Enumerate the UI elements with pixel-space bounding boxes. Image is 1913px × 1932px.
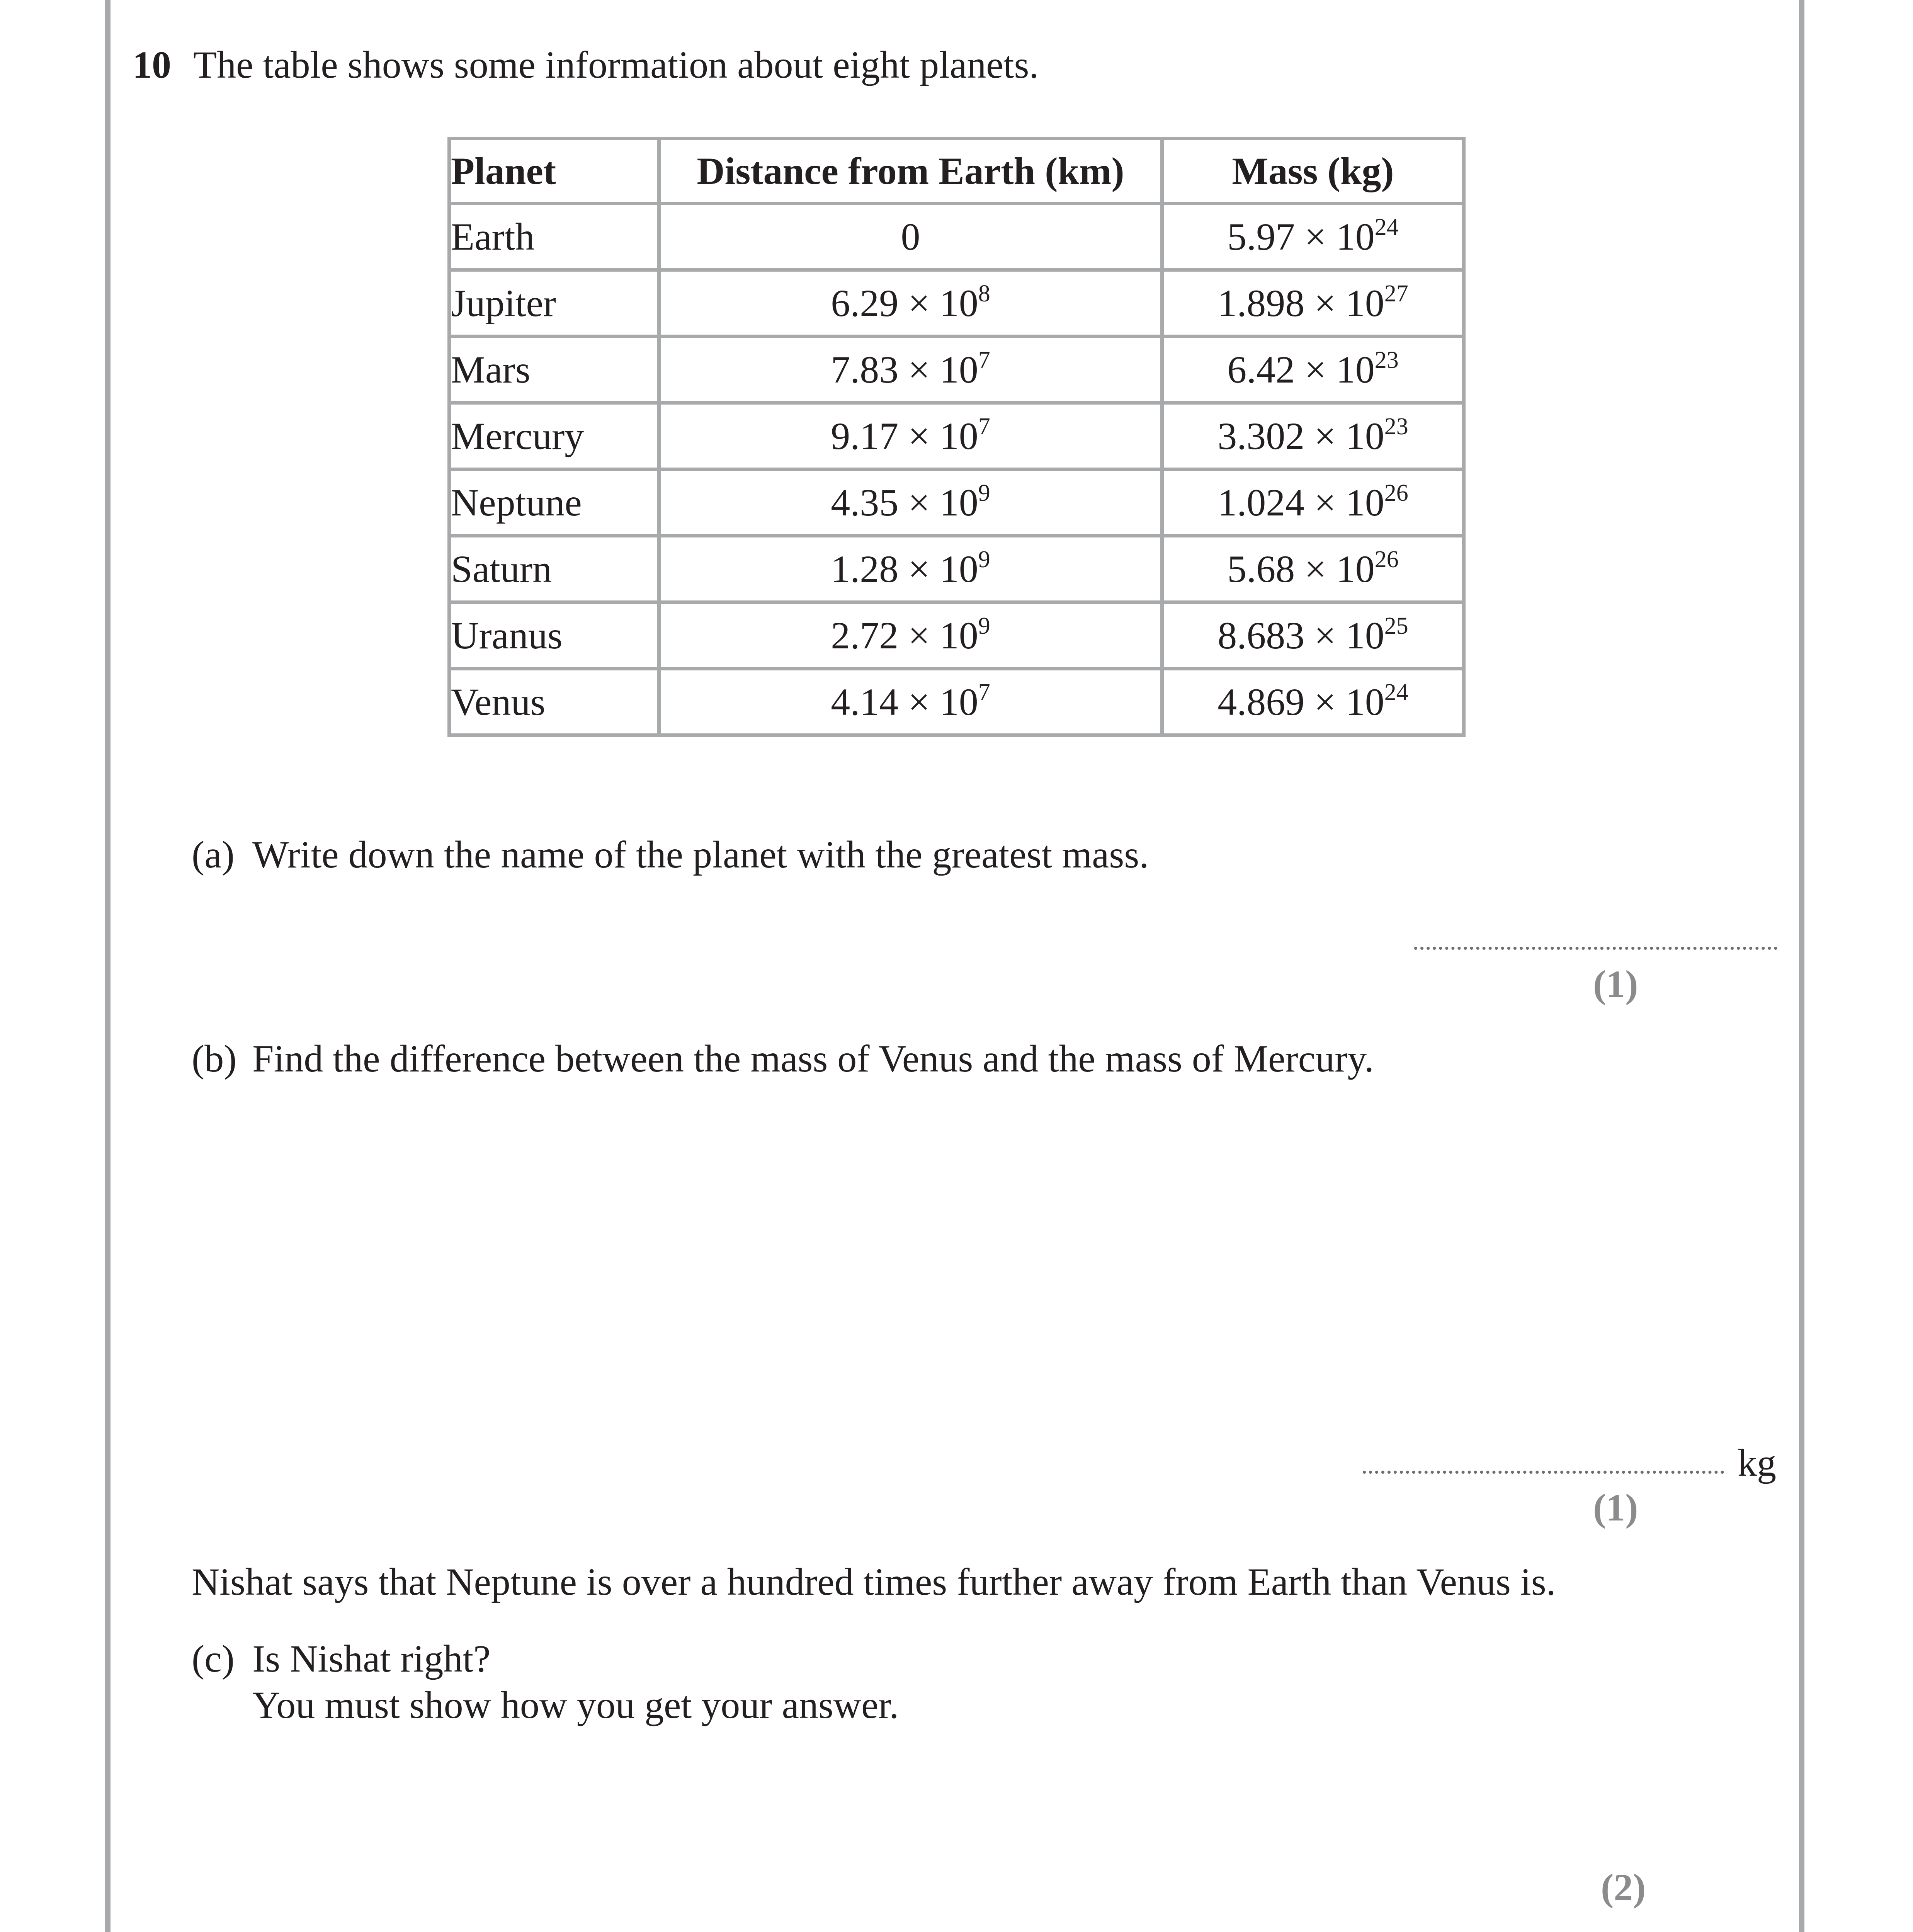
cell-planet: Neptune [449,469,659,536]
mass-value: 5.68 × 10 [1227,547,1375,590]
distance-exponent: 9 [978,480,990,506]
cell-planet: Venus [449,669,659,735]
distance-exponent: 7 [978,413,990,440]
left-margin-line [105,0,111,1932]
cell-planet: Mars [449,337,659,403]
cell-planet: Uranus [449,602,659,669]
cell-distance [659,536,1162,602]
mass-exponent: 27 [1384,280,1408,307]
table-row [449,469,1464,536]
distance-value: 0 [901,215,920,258]
mass-value: 6.42 × 10 [1227,348,1375,391]
part-b-unit: kg [1738,1441,1776,1484]
mass-value: 1.024 × 10 [1218,481,1384,524]
planets-table [447,137,1466,737]
part-c-label: (c) [192,1637,235,1680]
part-c-text: Is Nishat right? [252,1637,491,1680]
cell-distance [659,602,1162,669]
distance-value: 1.28 × 10 [831,547,978,590]
distance-exponent: 7 [978,347,990,373]
cell-distance [659,204,1162,270]
distance-exponent: 9 [978,546,990,573]
part-a-label: (a) [192,833,235,876]
cell-mass [1162,337,1464,403]
mass-exponent: 23 [1374,347,1399,373]
cell-mass [1162,469,1464,536]
header-distance: Distance from Earth (km) [659,139,1162,204]
mass-exponent: 26 [1374,546,1399,573]
table-body [449,204,1464,735]
cell-distance [659,270,1162,337]
distance-exponent: 9 [978,612,990,639]
mass-exponent: 26 [1384,480,1408,506]
question-number: 10 [133,43,171,86]
part-b-marks: (1) [1593,1486,1638,1529]
table-row [449,204,1464,270]
header-planet: Planet [449,139,659,204]
cell-distance [659,469,1162,536]
distance-value: 4.14 × 10 [831,680,978,723]
table-row [449,669,1464,735]
cell-planet: Jupiter [449,270,659,337]
table-header-row [449,139,1464,204]
distance-exponent: 7 [978,679,990,706]
table-row [449,403,1464,469]
cell-planet: Saturn [449,536,659,602]
cell-planet: Mercury [449,403,659,469]
table-row [449,270,1464,337]
right-margin-line [1799,0,1804,1932]
mass-exponent: 24 [1384,679,1408,706]
mass-value: 5.97 × 10 [1227,215,1375,258]
table-row [449,536,1464,602]
mass-exponent: 23 [1384,413,1408,440]
part-b-text: Find the difference between the mass of Venus and the mass of Mercury. [252,1037,1374,1080]
question-intro: The table shows some information about eight planets. [193,43,1039,86]
table-row [449,337,1464,403]
part-c-marks: (2) [1601,1866,1646,1909]
mass-value: 4.869 × 10 [1218,680,1384,723]
header-mass: Mass (kg) [1162,139,1464,204]
part-a-answer-line[interactable] [1414,947,1777,950]
part-a-text: Write down the name of the planet with the greatest mass. [252,833,1149,876]
cell-distance [659,403,1162,469]
mass-exponent: 25 [1384,612,1408,639]
cell-mass [1162,403,1464,469]
cell-mass [1162,602,1464,669]
distance-value: 6.29 × 10 [831,281,978,325]
cell-distance [659,669,1162,735]
part-a-marks: (1) [1593,963,1638,1005]
mass-exponent: 24 [1374,214,1399,240]
table-row [449,602,1464,669]
cell-mass [1162,669,1464,735]
cell-distance [659,337,1162,403]
distance-value: 7.83 × 10 [831,348,978,391]
distance-exponent: 8 [978,280,990,307]
cell-planet: Earth [449,204,659,270]
part-b-answer-line[interactable] [1363,1471,1724,1474]
cell-mass [1162,204,1464,270]
distance-value: 4.35 × 10 [831,481,978,524]
mass-value: 1.898 × 10 [1218,281,1384,325]
part-b-label: (b) [192,1037,237,1080]
part-c-statement: Nishat says that Neptune is over a hundred times further away from Earth than Venus is. [192,1560,1556,1603]
part-c-instruction: You must show how you get your answer. [252,1684,899,1726]
distance-value: 9.17 × 10 [831,414,978,457]
mass-value: 8.683 × 10 [1218,614,1384,657]
cell-mass [1162,536,1464,602]
distance-value: 2.72 × 10 [831,614,978,657]
mass-value: 3.302 × 10 [1218,414,1384,457]
cell-mass [1162,270,1464,337]
